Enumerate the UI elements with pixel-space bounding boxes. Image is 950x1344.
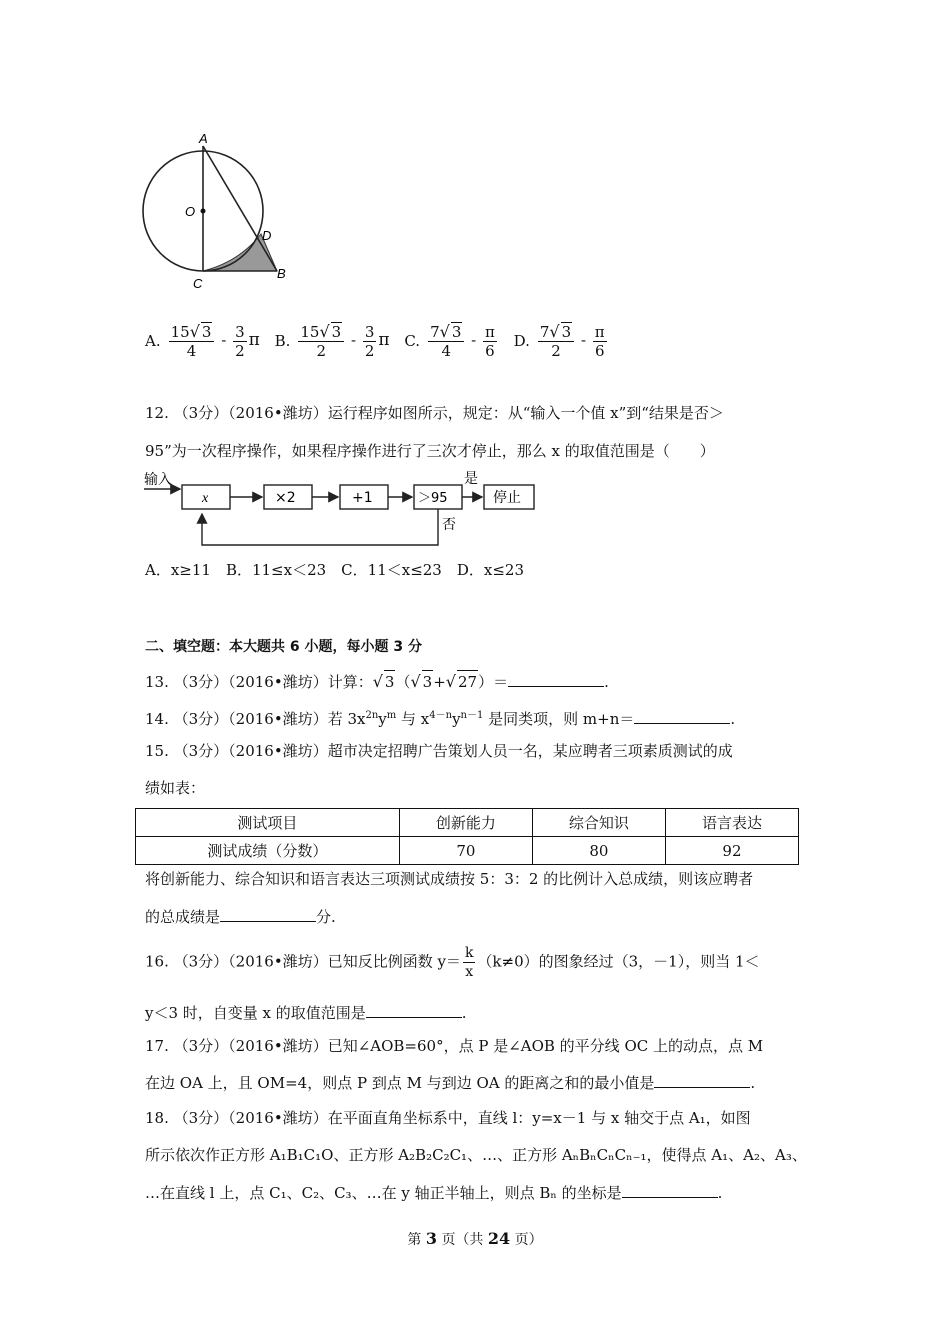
q12-options[interactable]: A．x≥11 B．11≤x＜23 C．11＜x≤23 D．x≤23 xyxy=(145,561,524,579)
table-header-cell: 综合知识 xyxy=(532,809,665,837)
q15-line4: 的总成绩是 分. xyxy=(145,905,336,928)
table-header-row xyxy=(136,809,799,837)
q13: 13. （3分）（2016•潍坊）计算：√ 3（√ 3+√ 27）＝ . xyxy=(145,672,609,691)
table-cell: 92 xyxy=(665,837,798,865)
score-table xyxy=(135,808,799,865)
q11-option-a[interactable]: A. $\frac{15√ 3}{4}$ - $\frac{3}{2}$ π xyxy=(145,322,260,360)
flow-input-label: 输入 xyxy=(144,472,172,488)
q17-answer-blank[interactable] xyxy=(654,1071,750,1088)
q15-answer-blank[interactable] xyxy=(220,905,316,922)
q15-line3: 将创新能力、综合知识和语言表达三项测试成绩按 5：3：2 的比例计入总成绩，则该应聘者 xyxy=(145,870,754,888)
svg-text:×2: ×2 xyxy=(275,490,296,506)
q11-options xyxy=(145,322,619,360)
q12-line1: 12. （3分）（2016•潍坊）运行程序如图所示，规定：从“输入一个值 x”到“结果是否＞ xyxy=(145,404,724,422)
q11-option-c[interactable]: C. $\frac{7√ 3}{4}$ - $\frac{\pi}{6}$ xyxy=(404,322,495,360)
section2-title: 二、填空题：本大题共 6 小题，每小题 3 分 xyxy=(145,639,422,655)
table-cell: 70 xyxy=(399,837,532,865)
q18-line1: 18. （3分）（2016•潍坊）在平面直角坐标系中，直线 l：y=x－1 与 x 轴交于点 A₁，如图 xyxy=(145,1109,751,1127)
q18-line2: 所示依次作正方形 A₁B₁C₁O、正方形 A₂B₂C₂C₁、…、正方形 AₙBₙCₙCₙ₋₁，使得点 A₁、A₂、A₃、 xyxy=(145,1146,807,1164)
q14-answer-blank[interactable] xyxy=(634,707,730,724)
label-a: A xyxy=(199,131,208,146)
page-total: 24 xyxy=(487,1229,511,1248)
q15-line1: 15. （3分）（2016•潍坊）超市决定招聘广告策划人员一名，某应聘者三项素质测试的成 xyxy=(145,742,733,760)
q18-line3: …在直线 l 上，点 C₁、C₂、C₃、…在 y 轴正半轴上，则点 Bₙ 的坐标是 . xyxy=(145,1181,722,1204)
svg-text:＞95: ＞95 xyxy=(418,491,448,506)
q16-line1: 16. （3分）（2016•潍坊）已知反比例函数 y＝ $\frac{k}{x}$ （k≠0）的图象经过（3，－1），则当 1＜ xyxy=(145,945,760,980)
table-cell: 80 xyxy=(532,837,665,865)
flow-no-label: 否 xyxy=(442,517,456,533)
q16-answer-blank[interactable] xyxy=(366,1001,462,1018)
svg-text:停止: 停止 xyxy=(493,490,521,506)
page-footer: 第 3 页（共 24 页） xyxy=(407,1229,543,1248)
flowchart xyxy=(142,468,542,552)
table-cell: 测试成绩（分数） xyxy=(136,837,400,865)
q11-option-b[interactable]: B. $\frac{15√ 3}{2}$ - $\frac{3}{2}$ π xyxy=(274,322,390,360)
q18-answer-blank[interactable] xyxy=(622,1181,718,1198)
q16-line2: y＜3 时，自变量 x 的取值范围是 . xyxy=(145,1001,467,1024)
q15-line2: 绩如表： xyxy=(145,779,206,797)
q13-answer-blank[interactable] xyxy=(508,670,604,687)
circle-figure xyxy=(135,130,295,295)
table-row xyxy=(136,837,799,865)
flow-yes-label: 是 xyxy=(464,471,478,487)
center-dot xyxy=(201,209,206,214)
q12-line2: 95”为一次程序操作，如果程序操作进行了三次才停止，那么 x 的取值范围是（ ） xyxy=(145,442,715,460)
table-header-cell: 语言表达 xyxy=(665,809,798,837)
svg-text:x: x xyxy=(202,491,209,506)
table-header-cell: 创新能力 xyxy=(399,809,532,837)
q17-line1: 17. （3分）（2016•潍坊）已知∠AOB=60°，点 P 是∠AOB 的平分线 OC 上的动点，点 M xyxy=(145,1037,764,1055)
label-b: B xyxy=(277,266,286,281)
svg-text:+1: +1 xyxy=(352,490,373,506)
q14: 14. （3分）（2016•潍坊）若 $3x^{2n}y^m$ 与 $x^{4-n}y^{n-1}$ 是同类项，则 m+n＝ . xyxy=(145,705,735,730)
q11-option-d[interactable]: D. $\frac{7√ 3}{2}$ - $\frac{\pi}{6}$ xyxy=(513,322,605,360)
page-number: 3 xyxy=(425,1229,437,1248)
label-c: C xyxy=(193,276,203,291)
q17-line2: 在边 OA 上，且 OM=4，则点 P 到点 M 与到边 OA 的距离之和的最小值是 . xyxy=(145,1071,755,1094)
label-d: D xyxy=(262,228,272,243)
table-header-cell: 测试项目 xyxy=(136,809,400,837)
label-o: O xyxy=(185,204,196,219)
